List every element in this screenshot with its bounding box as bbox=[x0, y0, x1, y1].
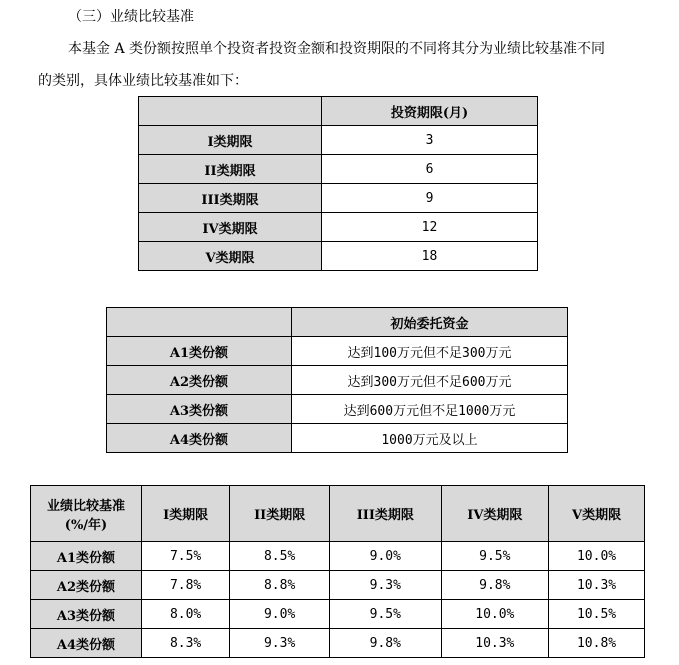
intro-paragraph-line-1: 本基金 A 类份额按照单个投资者投资金额和投资期限的不同将其分为业绩比较基准不同 bbox=[68, 41, 606, 57]
table-cell: 达到100万元但不足300万元 bbox=[292, 337, 568, 366]
table-row bbox=[31, 571, 645, 600]
table-row bbox=[107, 366, 568, 395]
table-cell: 10.5% bbox=[549, 600, 645, 629]
corner-label-line-2: (%/年) bbox=[64, 517, 108, 533]
table-row bbox=[107, 395, 568, 424]
table-corner-cell bbox=[107, 308, 292, 337]
row-label: A3类份额 bbox=[31, 600, 142, 629]
table-cell: 达到300万元但不足600万元 bbox=[292, 366, 568, 395]
table-corner-cell bbox=[31, 486, 142, 542]
table-row bbox=[139, 155, 538, 184]
table-cell: 8.5% bbox=[230, 542, 330, 571]
table-cell: 12 bbox=[322, 213, 538, 242]
row-label: I类期限 bbox=[139, 126, 322, 155]
column-header: III类期限 bbox=[330, 486, 441, 542]
row-label: A1类份额 bbox=[31, 542, 142, 571]
table-cell: 9.3% bbox=[330, 571, 441, 600]
table-cell: 9.3% bbox=[230, 629, 330, 658]
table-cell: 10.3% bbox=[549, 571, 645, 600]
table-cell: 9.8% bbox=[441, 571, 549, 600]
investment-period-table bbox=[138, 96, 538, 271]
row-label: A1类份额 bbox=[107, 337, 292, 366]
column-header: 投资期限(月) bbox=[322, 97, 538, 126]
row-label: A4类份额 bbox=[107, 424, 292, 453]
table-cell: 7.5% bbox=[142, 542, 230, 571]
table-row bbox=[31, 629, 645, 658]
table-header-row bbox=[107, 308, 568, 337]
corner-label-line-1: 业绩比较基准 bbox=[46, 498, 125, 514]
table-cell: 10.8% bbox=[549, 629, 645, 658]
table-row bbox=[31, 542, 645, 571]
table-cell: 达到600万元但不足1000万元 bbox=[292, 395, 568, 424]
row-label: IV类期限 bbox=[139, 213, 322, 242]
table-cell: 10.0% bbox=[549, 542, 645, 571]
table-row bbox=[107, 424, 568, 453]
column-header: V类期限 bbox=[549, 486, 645, 542]
intro-paragraph-line-2: 的类别，具体业绩比较基准如下： bbox=[38, 73, 248, 89]
section-heading: （三）业绩比较基准 bbox=[68, 9, 194, 25]
table-cell: 8.8% bbox=[230, 571, 330, 600]
table-corner-cell bbox=[139, 97, 322, 126]
table-cell: 9.5% bbox=[441, 542, 549, 571]
table-cell: 18 bbox=[322, 242, 538, 271]
table-cell: 9.8% bbox=[330, 629, 441, 658]
table-cell: 8.0% bbox=[142, 600, 230, 629]
row-label: A3类份额 bbox=[107, 395, 292, 424]
table-row bbox=[139, 242, 538, 271]
row-label: A2类份额 bbox=[31, 571, 142, 600]
row-label: II类期限 bbox=[139, 155, 322, 184]
column-header: 初始委托资金 bbox=[292, 308, 568, 337]
table-cell: 9 bbox=[322, 184, 538, 213]
table-header-row bbox=[31, 486, 645, 542]
column-header: II类期限 bbox=[230, 486, 330, 542]
initial-funds-table bbox=[106, 307, 568, 453]
table-cell: 9.5% bbox=[330, 600, 441, 629]
row-label: V类期限 bbox=[139, 242, 322, 271]
table-row bbox=[139, 126, 538, 155]
table-cell: 1000万元及以上 bbox=[292, 424, 568, 453]
column-header: I类期限 bbox=[142, 486, 230, 542]
table-row bbox=[31, 600, 645, 629]
column-header: IV类期限 bbox=[441, 486, 549, 542]
table-cell: 10.0% bbox=[441, 600, 549, 629]
table-cell: 9.0% bbox=[330, 542, 441, 571]
table-cell: 7.8% bbox=[142, 571, 230, 600]
table-row bbox=[139, 184, 538, 213]
table-header-row bbox=[139, 97, 538, 126]
row-label: A4类份额 bbox=[31, 629, 142, 658]
table-cell: 3 bbox=[322, 126, 538, 155]
table-cell: 8.3% bbox=[142, 629, 230, 658]
benchmark-matrix-table bbox=[30, 485, 645, 658]
table-row bbox=[107, 337, 568, 366]
row-label: III类期限 bbox=[139, 184, 322, 213]
row-label: A2类份额 bbox=[107, 366, 292, 395]
table-row bbox=[139, 213, 538, 242]
table-cell: 9.0% bbox=[230, 600, 330, 629]
table-cell: 10.3% bbox=[441, 629, 549, 658]
table-cell: 6 bbox=[322, 155, 538, 184]
